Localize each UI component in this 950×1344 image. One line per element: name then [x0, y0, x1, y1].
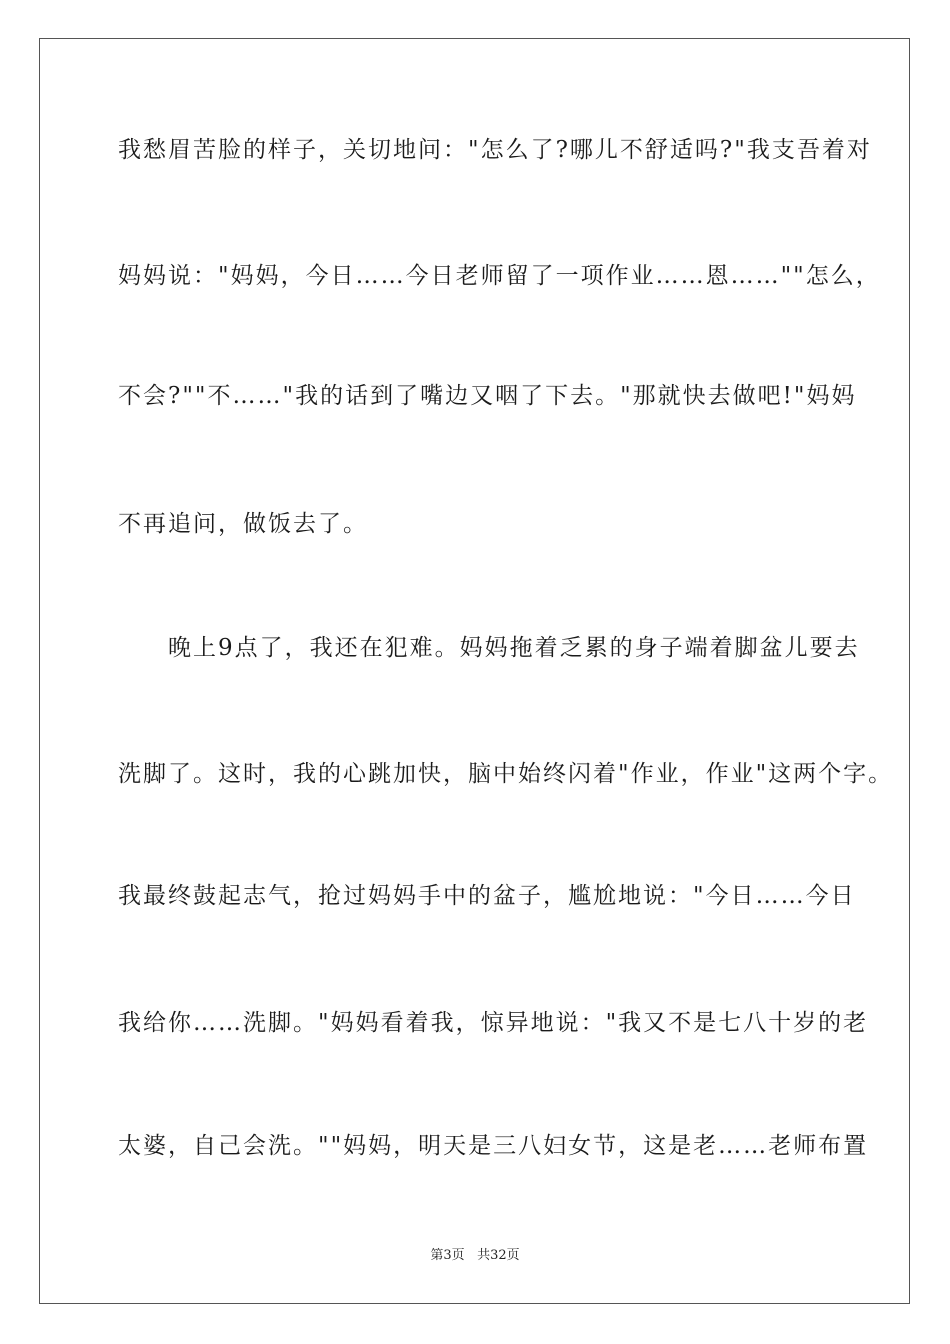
text-line: 太婆，自己会洗。""妈妈，明天是三八妇女节，这是老……老师布置: [118, 1133, 869, 1159]
text-line: 我愁眉苦脸的样子，关切地问："怎么了?哪儿不舒适吗?"我支吾着对: [118, 137, 872, 163]
text-line: 我给你……洗脚。"妈妈看着我，惊异地说："我又不是七八十岁的老: [118, 1010, 869, 1036]
text-line: 妈妈说："妈妈，今日……今日老师留了一项作业……恩……""怎么，: [118, 263, 881, 289]
page-border: [39, 38, 910, 1304]
page-number: 第3页: [430, 1248, 465, 1263]
text-line: 我最终鼓起志气，抢过妈妈手中的盆子，尴尬地说："今日……今日: [118, 883, 856, 909]
page-total: 共32页: [477, 1248, 520, 1263]
text-line: 不再追问，做饭去了。: [118, 511, 368, 537]
text-line: 晚上9点了，我还在犯难。妈妈拖着乏累的身子端着脚盆儿要去: [118, 635, 860, 661]
text-line: 不会?""不……"我的话到了嘴边又咽了下去。"那就快去做吧!"妈妈: [118, 383, 857, 409]
page-footer: [0, 1247, 950, 1265]
text-line: 洗脚了。这时，我的心跳加快，脑中始终闪着"作业，作业"这两个字。: [118, 761, 894, 787]
